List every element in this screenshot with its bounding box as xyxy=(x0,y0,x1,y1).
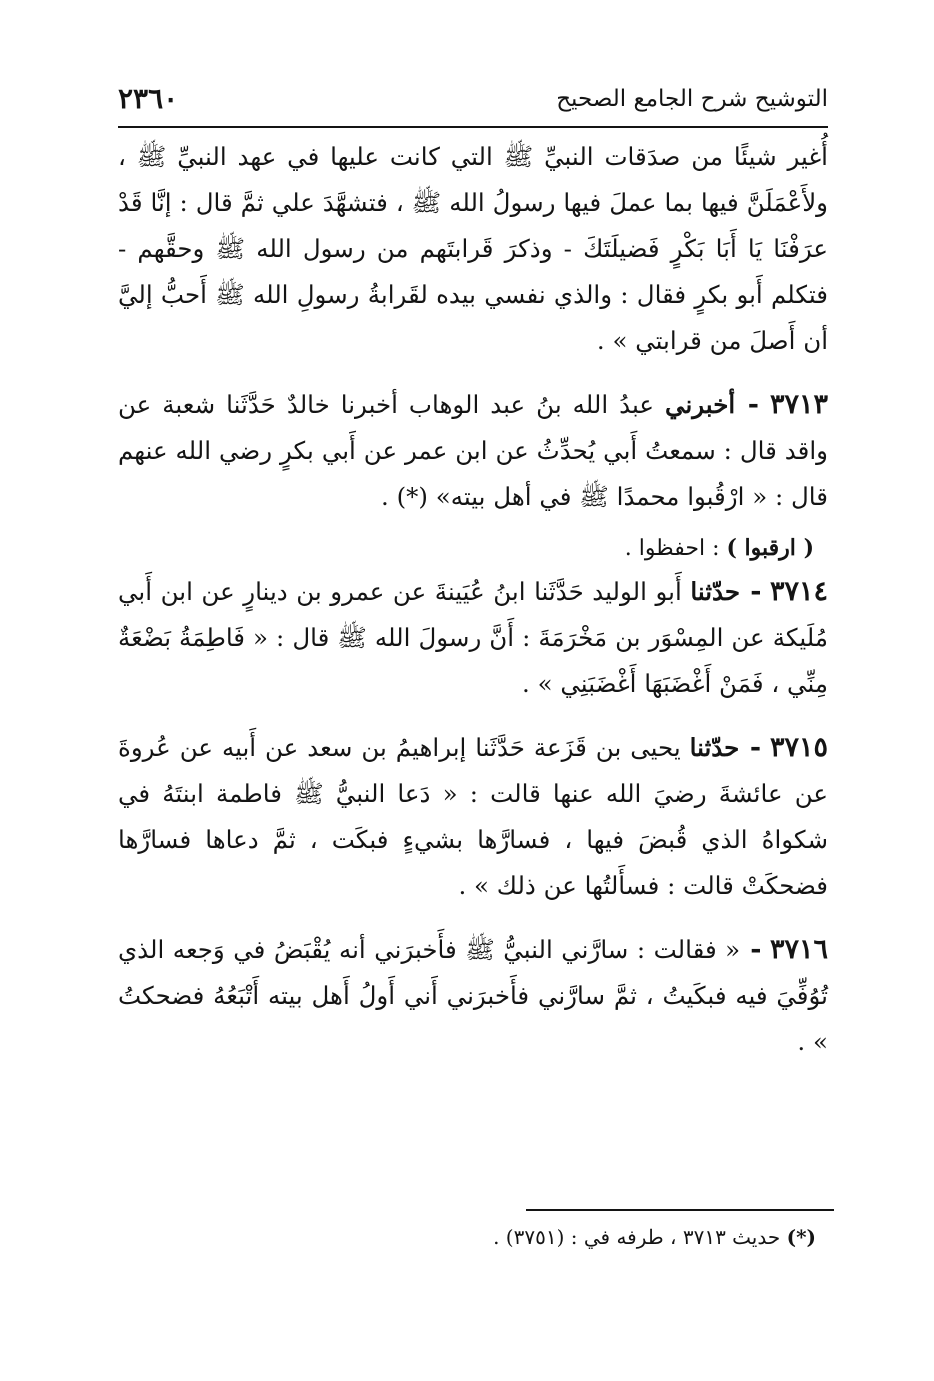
hadith-lead-word: أخبرني xyxy=(665,390,736,419)
header-rule xyxy=(118,126,828,128)
gloss-text: : احفظوا . xyxy=(624,536,720,561)
hadith-number: ٣٧١٦ xyxy=(769,934,828,965)
hadith-text: عبدُ الله بنُ عبد الوهاب أخبرنا خالدٌ حَدَّثَنا شعبة عن واقد قال : سمعتُ أَبي يُحدِّثُ عن ابن عمر عن أَبي بكرٍ رضي الله عنهم قال : « ارْقُبوا محمدًا ﷺ في أهل بيته» (*) . xyxy=(118,390,828,511)
hadith-number: ٣٧١٣ xyxy=(770,389,829,420)
hadith-text: « فقالت : سارَّني النبيُّ ﷺ فأَخبرَني أنه يُقْبَضُ في وَجعه الذي تُوُفِّيَ فيه فبكَيتُ ، ثمَّ سارَّني فأَخبرَني أَني أَولُ أَهل بيته أَتْبَعُهُ فضحكتُ » . xyxy=(118,935,828,1056)
hadith-number: ٣٧١٥ xyxy=(770,732,829,763)
hadith-lead-word: حدّثنا xyxy=(690,577,741,606)
hadith-text: أَبو الوليد حَدَّثَنا ابنُ عُيَينةَ عن عمرو بن دينارٍ عن ابن أَبي مُلَيكة عن المِسْوَر بن مَخْرَمَةَ : أَنَّ رسولَ الله ﷺ قال : « فَاطِمَةُ بَضْعَةٌ مِنِّي ، فَمَنْ أَغْضَبَهَا أَغْضَبَنِي » . xyxy=(118,577,828,698)
hadith-3713: ٣٧١٣ - أخبرني عبدُ الله بنُ عبد الوهاب أخبرنا خالدٌ حَدَّثَنا شعبة عن واقد قال : سمعتُ أَبي يُحدِّثُ عن ابن عمر عن أَبي بكرٍ رضي الله عنهم قال : « ارْقُبوا محمدًا ﷺ في أهل بيته» (*) . xyxy=(118,389,829,511)
book-title: التوشيح شرح الجامع الصحيح xyxy=(556,86,828,112)
footnote xyxy=(116,1220,816,1254)
hadith-number: ٣٧١٤ xyxy=(769,576,828,607)
hadith-lead-word: حدّثنا xyxy=(689,733,740,762)
footnote-text: حديث ٣٧١٣ ، طرفه في : (٣٧٥١) . xyxy=(493,1225,781,1249)
gloss-note xyxy=(118,528,814,569)
page-body xyxy=(118,134,828,1065)
continuation-paragraph xyxy=(118,134,828,364)
hadith-3715: ٣٧١٥ - حدّثنا يحيى بن قَزَعة حَدَّثَنا إبراهيمُ بن سعد عن أَبيه عن عُروةَ عن عائشةَ رضيَ الله عنها قالت : « دَعا النبيُّ ﷺ فاطمة ابنتَهُ في شكواهُ الذي قُبضَ فيها ، فسارَّها بشيءٍ فبكَت ، ثمَّ دعاها فسارَّها فضحكَتْ قالت : فسأَلتُها عن ذلك » . xyxy=(118,732,829,900)
footnote-rule xyxy=(526,1209,834,1211)
paragraph-text: أُغير شيئًا من صدَقات النبيِّ ﷺ التي كانت عليها في عهد النبيِّ ﷺ ، ولأَعْمَلَنَّ فيها بما عملَ فيها رسولُ الله ﷺ ، فتشهَّدَ علي ثمَّ قال : إنَّا قَدْ عرَفْنَا يَا أَبَا بَكْرٍ فَضيلَتَكَ - وذكرَ قَرابتَهم من رسول الله ﷺ وحقَّهم - فتكلم أَبو بكرٍ فقال : والذي نفسي بيده لقَرابةُ رسولِ الله ﷺ أَحبُّ إليَّ أن أَصلَ من قرابتي » . xyxy=(118,142,828,355)
hadith-text: يحيى بن قَزَعة حَدَّثَنا إبراهيمُ بن سعد عن أَبيه عن عُروةَ عن عائشةَ رضيَ الله عنها قالت : « دَعا النبيُّ ﷺ فاطمة ابنتَهُ في شكواهُ الذي قُبضَ فيها ، فسارَّها بشيءٍ فبكَت ، ثمَّ دعاها فسارَّها فضحكَتْ قالت : فسأَلتُها عن ذلك » . xyxy=(118,733,828,900)
footnote-marker: (*) xyxy=(786,1225,816,1249)
running-header xyxy=(118,82,828,122)
hadith-3714: ٣٧١٤ - حدّثنا أَبو الوليد حَدَّثَنا ابنُ عُيَينةَ عن عمرو بن دينارٍ عن ابن أَبي مُلَيكة عن المِسْوَر بن مَخْرَمَةَ : أَنَّ رسولَ الله ﷺ قال : « فَاطِمَةُ بَضْعَةٌ مِنِّي ، فَمَنْ أَغْضَبَهَا أَغْضَبَنِي » . xyxy=(118,576,828,698)
gloss-word: ( ارقبوا ) xyxy=(726,535,814,561)
hadith-3716: ٣٧١٦ - « فقالت : سارَّني النبيُّ ﷺ فأَخبرَني أنه يُقْبَضُ في وَجعه الذي تُوُفِّيَ فيه فبكَيتُ ، ثمَّ سارَّني فأَخبرَني أَني أَولُ أَهل بيته أَتْبَعُهُ فضحكتُ » . xyxy=(118,934,828,1056)
page-number: ٢٣٦٠ xyxy=(118,82,179,115)
